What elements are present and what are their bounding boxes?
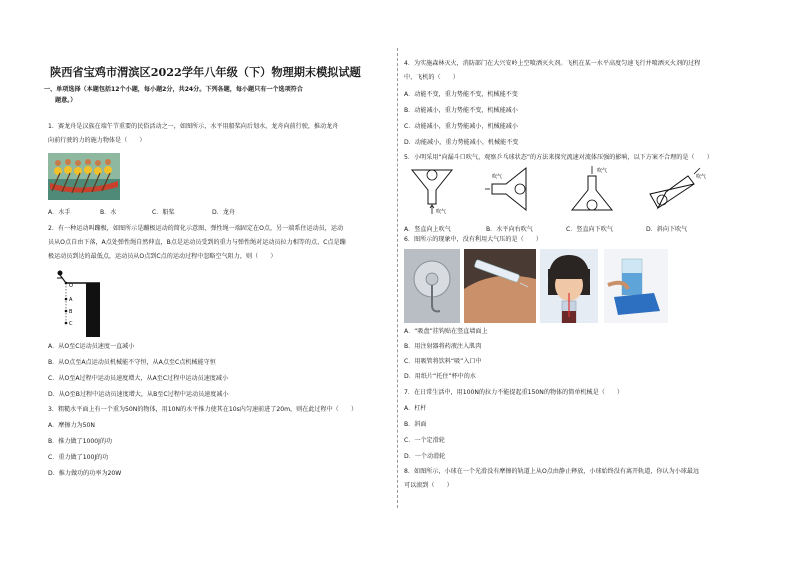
q2-bungee-diagram [52, 267, 108, 337]
q3-stem: 3．粗糙水平面上有一个重为50N的物体，用10N的水平推力使其在10s内匀速前进了20m，则在此过程中（ ） [48, 406, 358, 413]
q6-photo-paper-cup [604, 249, 668, 323]
q1-option-b[interactable]: B．水 [100, 209, 117, 216]
q1-option-a[interactable]: A．水手 [48, 209, 71, 216]
q2-option-d[interactable]: D．从O至B过程中运动员速度增大，从B至C过程中运动员速度减小 [48, 391, 229, 398]
q5-figure-b [484, 164, 562, 216]
q8-stem-line2: 可以滚到（ ） [404, 482, 453, 489]
q1-option-d[interactable]: D．龙舟 [212, 209, 235, 216]
q7-option-c[interactable]: C．一个定滑轮 [404, 437, 445, 444]
section-heading-line1: 一、单项选择（本题包括12个小题，每小题2分，共24分。下列各题，每小题只有一个选项符合 [44, 86, 303, 93]
q6-option-d[interactable]: D．用纸片“托住”杯中的水 [404, 373, 476, 380]
q6-option-a[interactable]: A．“吸盘”挂钩贴在竖直墙面上 [404, 328, 488, 335]
q5-options [404, 224, 687, 233]
q5-option-d[interactable]: D．斜向下吹气 [646, 226, 688, 233]
q2-option-a[interactable]: A．从O至C运动员速度一直减小 [48, 343, 135, 350]
q3-option-c[interactable]: C．重力做了100J的功 [48, 454, 109, 461]
q5-option-a[interactable]: A．竖直向上吹气 [404, 226, 451, 233]
q4-option-b[interactable]: B．动能减小，重力势能不变，机械能减小 [404, 107, 518, 114]
q2-option-c[interactable]: C．从O至A过程中运动员速度增大，从A至C过程中运动员速度减小 [48, 375, 229, 382]
q7-stem: 7．在日常生活中，用100N的拉力不能提起重150N的物体的简单机械是（ ） [404, 389, 624, 396]
q2-label-c: C [69, 321, 73, 327]
q1-stem-line1: 1．赛龙舟是汉族在端午节重要的民俗活动之一，如图所示，水平用船桨向后划水，龙舟向前行驶，推动龙舟 [48, 123, 339, 130]
q7-option-d[interactable]: D．一个动滑轮 [404, 453, 446, 460]
q6-stem: 6．图所示的现象中，没有利用大气压的是（ ） [404, 236, 542, 243]
q5-fig-b-label: 吹气 [492, 174, 503, 180]
q2-stem-line1: 2．有一种运动叫蹦极，如图所示是蹦极运动的简化示意图，弹性绳一端固定在O点，另一端系住运动员，运动 [48, 225, 344, 232]
q6-photo-suction-hook [404, 249, 460, 323]
q6-option-c[interactable]: C．用吸管将饮料“吸”入口中 [404, 358, 482, 365]
q8-stem-line1: 8．如图所示，小球在一个光滑没有摩擦的轨道上从O点由静止释放，小球始终没有离开轨道，你认为小球最远 [404, 468, 700, 475]
q4-option-c[interactable]: C．动能减小，重力势能减小，机械能减小 [404, 123, 518, 130]
q3-option-a[interactable]: A．摩擦力为50N [48, 422, 95, 429]
column-divider [397, 48, 398, 508]
q4-stem-line2: 中，飞机的（ ） [404, 74, 459, 81]
q1-stem-line2: 向前行驶的力的施力物体是（ ） [48, 137, 146, 144]
q5-fig-c-label: 吹气 [597, 168, 608, 174]
q5-figure-c [564, 164, 642, 216]
q5-fig-d-label: 吹气 [696, 174, 707, 180]
q4-option-a[interactable]: A．动能不变，重力势能不变，机械能不变 [404, 91, 518, 98]
q5-option-c[interactable]: C．竖直向下吹气 [566, 226, 613, 233]
q3-option-d[interactable]: D．推力做功的功率为20W [48, 470, 122, 477]
q7-option-a[interactable]: A．杠杆 [404, 405, 427, 412]
q6-photo-girl-straw [540, 249, 598, 323]
q3-option-b[interactable]: B．推力做了1000J的功 [48, 438, 113, 445]
q4-option-d[interactable]: D．动能减小，重力势能减小，机械能不变 [404, 139, 519, 146]
q5-option-b[interactable]: B．水平向右吹气 [486, 226, 533, 233]
section-heading-line2: 题意。） [55, 97, 77, 104]
q2-stem-line2: 员从O点自由下落，A点处弹性绳自然伸直，B点是运动员受到的重力与弹性绳对运动员拉力相等的点，C点是蹦 [48, 239, 346, 246]
q2-label-b: B [69, 309, 73, 315]
q5-figure-d [644, 164, 722, 216]
q1-dragon-boat-photo [48, 153, 120, 200]
page-title: 陕西省宝鸡市渭滨区2022学年八年级（下）物理期末模拟试题 [50, 65, 361, 79]
q6-photo-syringe [464, 249, 536, 323]
q5-fig-a-label: 吹气 [436, 209, 447, 215]
q2-option-b[interactable]: B．从O点至A点运动员机械能不守恒，从A点至C点机械能守恒 [48, 359, 216, 366]
q2-label-a: A [69, 297, 73, 303]
q5-figure-a [404, 164, 482, 216]
q1-options [48, 207, 235, 216]
q4-stem-line1: 4．为实施森林灭火，消防部门在大兴安岭上空喷洒灭火剂。飞机在某一水平高度匀速飞行并喷洒灭火剂的过程 [404, 60, 701, 67]
q2-label-o: O [69, 283, 73, 289]
q2-stem-line3: 极运动员到达的最低点，运动员从O点到C点的运动过程中忽略空气阻力，则（ ） [48, 253, 277, 260]
q7-option-b[interactable]: B．斜面 [404, 421, 427, 428]
q1-option-c[interactable]: C．船桨 [152, 209, 175, 216]
q6-option-b[interactable]: B．用注射器将药液注入肌肉 [404, 343, 482, 350]
q5-stem: 5．小明采用“向漏斗口吹气，观察乒乓球状态”的方法来探究流速对流体压强的影响，以下方案不合理的是（ ） [404, 154, 713, 161]
